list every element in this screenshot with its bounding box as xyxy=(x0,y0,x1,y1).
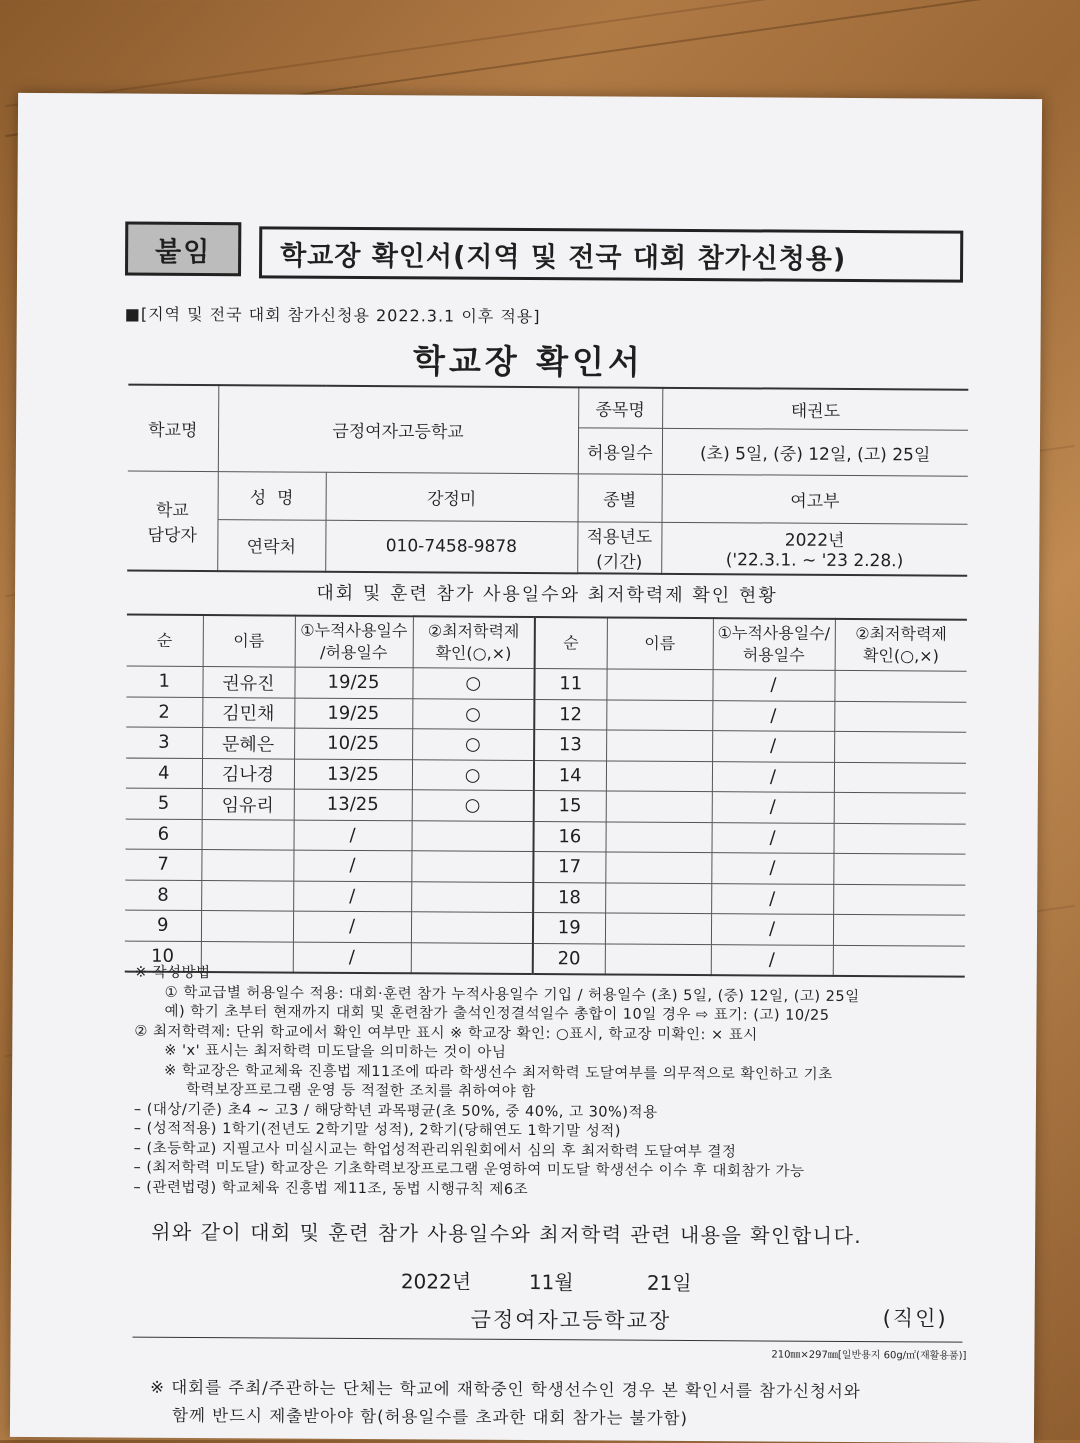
row-name-right xyxy=(605,821,711,852)
row-no-right: 19 xyxy=(533,913,605,944)
row-days: / xyxy=(293,942,411,974)
row-name: 김민채 xyxy=(202,697,294,728)
row-check xyxy=(411,851,533,882)
instruction-line: 예) 학기 초부터 현재까지 대회 및 훈련참가 출석인정결석일수 총합이 10일 경우 ⇨ 표기: (고) 10/25 xyxy=(164,1003,830,1024)
row-check-right xyxy=(834,701,966,732)
athlete-roster-table xyxy=(125,614,967,978)
header-name-right: 이름 xyxy=(607,617,713,669)
submission-note xyxy=(150,1374,861,1434)
row-name-right xyxy=(606,699,712,730)
row-no-right: 14 xyxy=(534,760,606,791)
row-name-right xyxy=(605,882,711,913)
row-days-right: / xyxy=(712,792,834,823)
paper-spec: 210㎜×297㎜[일반용지 60g/㎡(재활용품)] xyxy=(771,1349,967,1362)
instruction-line: ※ 학교장은 학교체육 진흥법 제11조에 따라 학생선수 최저학력 도달여부를 의무적으로 확인하고 기초 xyxy=(164,1062,833,1083)
manager-label-line-2: 담당자 xyxy=(147,525,197,546)
instruction-line: – (대상/기준) 초4 ~ 고3 / 해당학년 과목평균(초 50%, 중 40%, 고 30%)적용 xyxy=(133,1101,658,1121)
row-name: 김나경 xyxy=(202,758,294,789)
row-no: 7 xyxy=(125,849,201,880)
page-title: 학교장 확인서 xyxy=(412,341,644,382)
header-days-line-2: /허용일수 xyxy=(320,642,388,663)
row-days-right: / xyxy=(712,670,834,701)
date-day: 21일 xyxy=(646,1270,692,1296)
manager-label xyxy=(127,471,218,572)
confirmation-statement: 위와 같이 대회 및 훈련 참가 사용일수와 최저학력 관련 내용을 확인합니다. xyxy=(151,1219,863,1249)
allowed-days-label: 허용일수 xyxy=(578,427,662,474)
type-value: 여고부 xyxy=(662,474,968,524)
header-days-line-1: ①누적사용일수 xyxy=(300,621,408,641)
row-days-right: / xyxy=(712,731,834,762)
row-no-right: 13 xyxy=(534,730,606,761)
header-no: 순 xyxy=(127,615,203,667)
name-value: 강정미 xyxy=(326,472,578,522)
sport-label: 종목명 xyxy=(578,387,662,428)
contact-value: 010-7458-9878 xyxy=(325,520,577,574)
row-no: 5 xyxy=(126,788,202,819)
header-check-right-line-1: ②최저학력제 xyxy=(855,624,947,644)
row-check-right xyxy=(834,731,966,762)
header-days-right xyxy=(713,618,835,670)
row-days-right: / xyxy=(711,914,833,945)
row-check xyxy=(411,881,533,912)
attachment-tag: 붙임 xyxy=(125,222,241,277)
header-check xyxy=(413,616,535,668)
instruction-line: ※ 작성방법 xyxy=(134,964,211,982)
contact-label: 연락처 xyxy=(217,519,325,572)
row-days: 19/25 xyxy=(294,698,412,729)
instruction-line: 학력보장프로그램 운영 등 적절한 조치를 취하여야 함 xyxy=(185,1081,536,1101)
instruction-line: ※ 'x' 표시는 최저학력 미도달을 의미하는 것이 아님 xyxy=(164,1042,507,1061)
row-name-right xyxy=(606,791,712,822)
official-seal: (직인) xyxy=(882,1306,948,1331)
header-check-right-line-2: 확인(○,×) xyxy=(862,646,939,666)
header-days xyxy=(295,616,413,668)
row-no: 9 xyxy=(125,910,201,941)
row-days-right: / xyxy=(712,761,834,792)
school-label: 학교명 xyxy=(128,385,219,472)
name-label: 성 명 xyxy=(218,471,326,520)
header-title: 학교장 확인서(지역 및 전국 대회 참가신청용) xyxy=(259,226,963,282)
row-days: 10/25 xyxy=(294,728,412,759)
row-no: 1 xyxy=(126,666,202,697)
instruction-line: ① 학교급별 허용일수 적용: 대회·훈련 참가 누적사용일수 기입 / 허용일수 (초) 5일, (중) 12일, (고) 25일 xyxy=(164,984,860,1005)
school-value: 금정여자고등학교 xyxy=(218,385,579,473)
year-value-line-1: 2022년 xyxy=(784,530,845,552)
row-no-right: 12 xyxy=(534,699,606,730)
row-days: / xyxy=(293,911,411,942)
row-name xyxy=(201,819,293,850)
header-days-right-line-1: ①누적사용일수/ xyxy=(717,623,831,644)
row-days: 13/25 xyxy=(294,789,412,820)
row-check-right xyxy=(834,670,966,701)
row-check: ○ xyxy=(412,698,534,729)
header-check-line-2: 확인(○,×) xyxy=(435,643,512,663)
row-days: / xyxy=(293,850,411,881)
row-check: ○ xyxy=(412,759,534,790)
row-days-right: / xyxy=(711,944,833,976)
row-no-right: 20 xyxy=(533,943,605,974)
row-name: 권유진 xyxy=(202,667,294,698)
school-info-table xyxy=(127,384,968,577)
allowed-days-value: (초) 5일, (중) 12일, (고) 25일 xyxy=(662,428,968,476)
instruction-line: – (초등학교) 지필고사 미실시교는 학업성적관리위원회에서 심의 후 최저학력 도달여부 결정 xyxy=(133,1140,737,1160)
row-no-right: 18 xyxy=(533,882,605,913)
date-month: 11월 xyxy=(528,1270,574,1295)
principal-name: 금정여자고등학교장 xyxy=(470,1307,672,1333)
row-days: 13/25 xyxy=(294,759,412,790)
row-days: / xyxy=(293,881,411,912)
row-check-right xyxy=(833,914,965,945)
row-check: ○ xyxy=(412,790,534,821)
row-name-right xyxy=(606,730,712,761)
row-name xyxy=(201,911,293,942)
row-days-right: / xyxy=(711,853,833,884)
instruction-line: – (성적적용) 1학기(전년도 2학기말 성적), 2학기(당해연도 1학기말 성적) xyxy=(133,1120,621,1140)
row-check: ○ xyxy=(412,729,534,760)
row-no: 8 xyxy=(125,880,201,911)
row-no-right: 16 xyxy=(533,821,605,852)
row-days: 19/25 xyxy=(294,667,412,698)
date-year: 2022년 xyxy=(400,1269,472,1294)
row-name xyxy=(201,880,293,911)
row-days-right: / xyxy=(712,700,834,731)
section-title: 대회 및 훈련 참가 사용일수와 최저학력제 확인 현황 xyxy=(316,582,778,607)
row-no: 4 xyxy=(126,758,202,789)
row-no: 2 xyxy=(126,697,202,728)
row-check-right xyxy=(833,884,965,915)
row-name-right xyxy=(606,760,712,791)
header-check-right xyxy=(835,619,967,671)
header-check-line-1: ②최저학력제 xyxy=(427,621,520,642)
row-name: 임유리 xyxy=(202,789,294,820)
submission-note-line-1: ※ 대회를 주최/주관하는 단체는 학교에 재학중인 학생선수인 경우 본 확인서를 참가신청서와 xyxy=(150,1377,861,1402)
instruction-line: – (최저학력 미도달) 학교장은 기초학력보장프로그램 운영하여 미도달 학생선수 이수 후 대회참가 가능 xyxy=(133,1159,805,1180)
row-no: 3 xyxy=(126,727,202,758)
applicability-note: ■[지역 및 전국 대회 참가신청용 2022.3.1 이후 적용] xyxy=(124,304,541,327)
year-label-line-1: 적용년도 xyxy=(586,527,653,548)
row-name-right xyxy=(605,913,711,944)
row-days-right: / xyxy=(711,822,833,853)
document-paper xyxy=(10,93,1042,1443)
row-check xyxy=(411,820,533,851)
header-days-right-line-2: 허용일수 xyxy=(742,645,805,665)
row-no-right: 17 xyxy=(533,852,605,883)
year-label-line-2: (기간) xyxy=(596,552,643,573)
row-no-right: 15 xyxy=(534,791,606,822)
row-no-right: 11 xyxy=(534,669,606,700)
submission-note-line-2: 함께 반드시 제출받아야 함(허용일수를 초과한 대회 참가는 불가함) xyxy=(171,1405,689,1429)
row-name: 문혜은 xyxy=(202,728,294,759)
type-label: 종별 xyxy=(578,473,662,522)
header-name: 이름 xyxy=(203,615,295,667)
row-check xyxy=(411,912,533,943)
row-check-right xyxy=(834,762,966,793)
header-no-right: 순 xyxy=(535,617,607,669)
manager-label-line-1: 학교 xyxy=(155,500,189,521)
row-name-right xyxy=(605,852,711,883)
row-days: / xyxy=(293,820,411,851)
row-check-right xyxy=(833,853,965,884)
instruction-line: ② 최저학력제: 단위 학교에서 확인 여부만 표시 ※ 학교장 확인: ○표시, 학교장 미확인: × 표시 xyxy=(134,1023,758,1043)
row-days-right: / xyxy=(711,883,833,914)
year-value xyxy=(661,522,967,576)
row-check: ○ xyxy=(412,668,534,699)
instructions xyxy=(133,964,964,1203)
sport-value: 태권도 xyxy=(662,388,968,430)
signature-rule xyxy=(133,1337,963,1343)
row-no: 6 xyxy=(125,819,201,850)
row-name xyxy=(201,850,293,881)
row-check-right xyxy=(833,823,965,854)
row-name-right xyxy=(606,669,712,700)
year-value-line-2: ('22.3.1. ~ '23 2.28.) xyxy=(725,550,904,572)
row-check-right xyxy=(834,792,966,823)
year-label xyxy=(577,521,661,574)
row-no: 10 xyxy=(125,941,201,972)
instruction-line: – (관련법령) 학교체육 진흥법 제11조, 동법 시행규칙 제6조 xyxy=(133,1179,529,1198)
